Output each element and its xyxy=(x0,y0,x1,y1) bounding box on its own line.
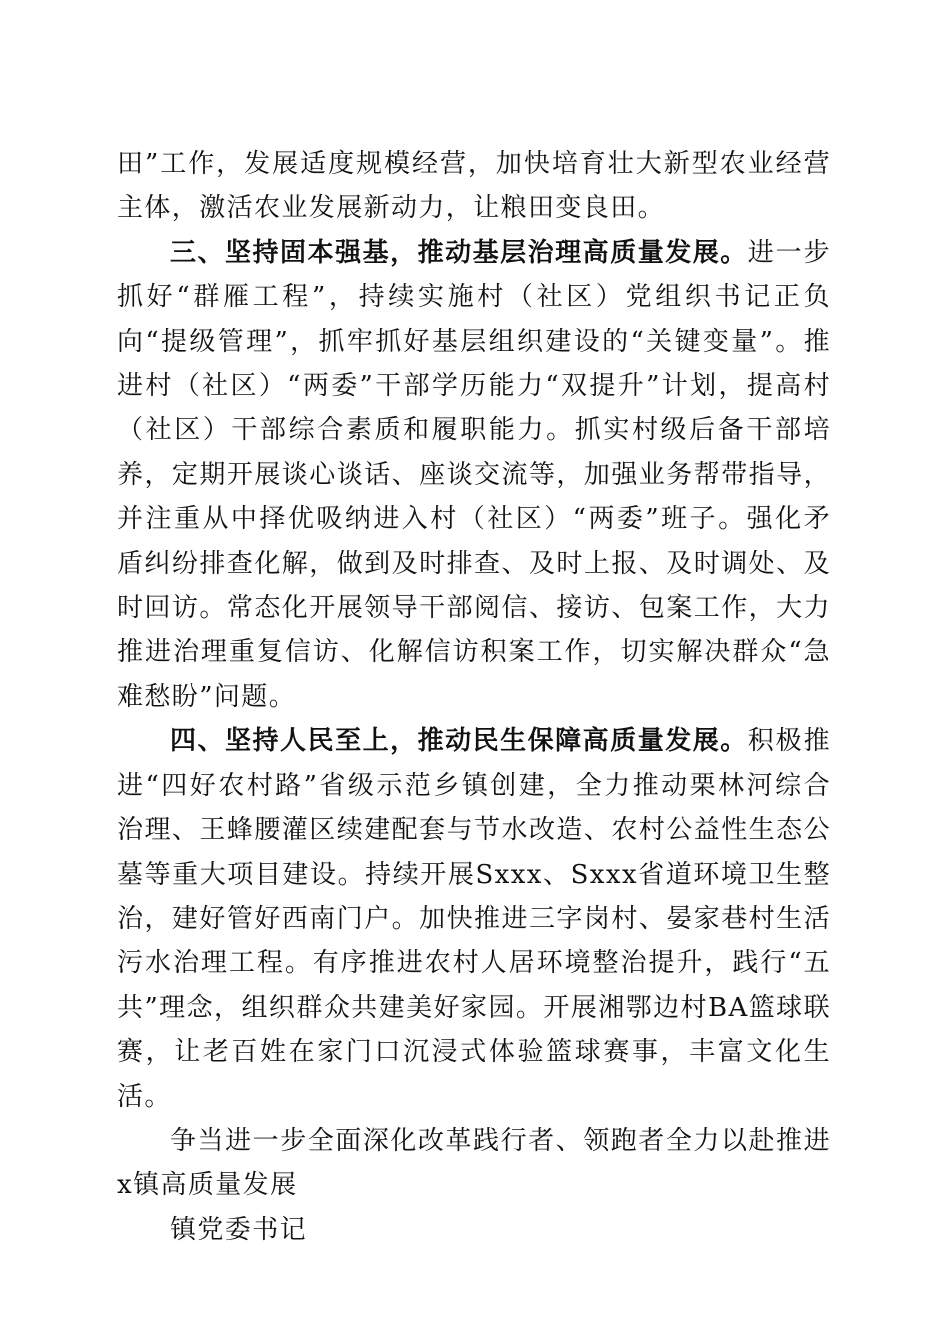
paragraph-text: 进一步抓好“群雁工程”，持续实施村（社区）党组织书记正负向“提级管理”，抓牢抓好基层组织建设的“关键变量”。推进村（社区）“两委”干部学历能力“双提升”计划，提高村（社区）干部综合素质和履职能力。抓实村级后备干部培养，定期开展谈心谈话、座谈交流等，加强业务帮带指导，并注重从中择优吸纳进入村（社区）“两委”班子。强化矛盾纠纷排查化解，做到及时排查、及时上报、及时调处、及时回访。常态化开展领导干部阅信、接访、包案工作，大力推进治理重复信访、化解信访积案工作，切实解决群众“急难愁盼”问题。 xyxy=(117,237,831,712)
next-article-author: 镇党委书记 xyxy=(170,1214,308,1245)
section-heading: 四、坚持人民至上，推动民生保障高质量发展。 xyxy=(170,726,748,757)
paragraph-section-four xyxy=(117,719,831,1119)
document-page xyxy=(117,142,831,1252)
paragraph-section-three xyxy=(117,231,831,719)
paragraph-text: 田”工作，发展适度规模经营，加快培育壮大新型农业经营主体，激活农业发展新动力，让粮田变良田。 xyxy=(117,149,831,224)
next-article-title: 争当进一步全面深化改革践行者、领跑者全力以赴推进x镇高质量发展 xyxy=(117,1125,831,1201)
section-heading: 三、坚持固本强基，推动基层治理高质量发展。 xyxy=(170,237,748,268)
paragraph-text: 积极推进“四好农村路”省级示范乡镇创建，全力推动栗林河综合治理、王蜂腰灌区续建配套与节水改造、农村公益性生态公墓等重大项目建设。持续开展Sxxx、Sxxx省道环境卫生整治，建好管好西南门户。加快推进三字岗村、晏家巷村生活污水治理工程。有序推进农村人居环境整治提升，践行“五共”理念，组织群众共建美好家园。开展湘鄂边村BA篮球联赛，让老百姓在家门口沉浸式体验篮球赛事，丰富文化生活。 xyxy=(117,726,831,1112)
paragraph-continuation xyxy=(117,142,831,231)
